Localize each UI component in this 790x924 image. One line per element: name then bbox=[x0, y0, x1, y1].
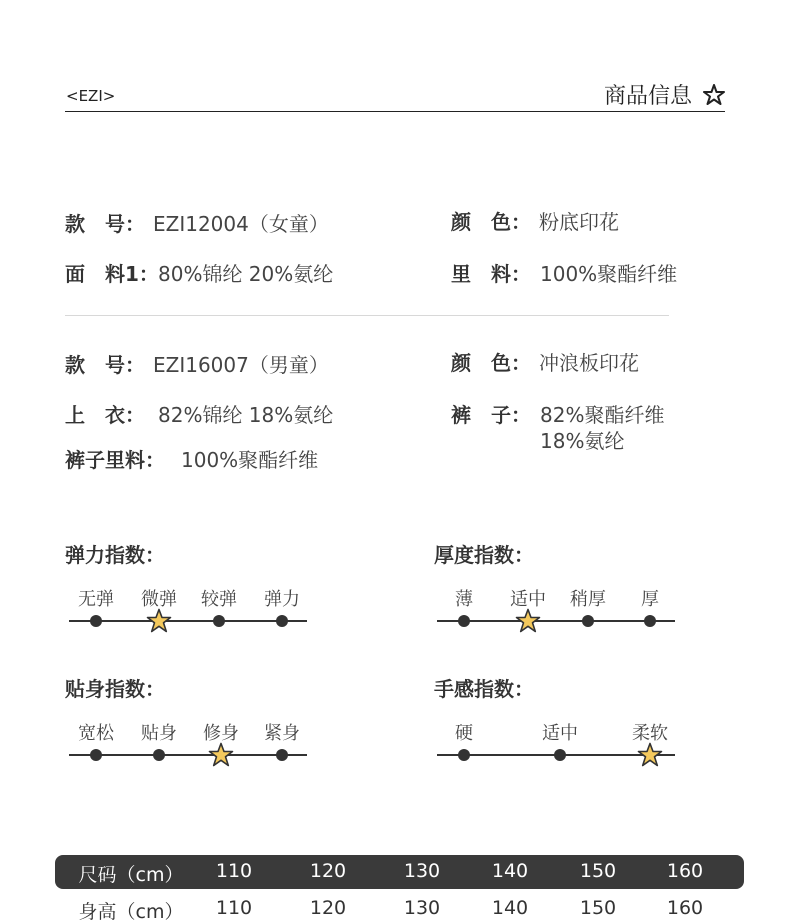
height-cell: 130 bbox=[403, 897, 441, 919]
scale-label: 稍厚 bbox=[570, 589, 606, 610]
color-value-a: 粉底印花 bbox=[539, 210, 619, 234]
top-label-b: 上 衣： bbox=[65, 403, 145, 427]
pants-lining-label-b: 裤子里料： bbox=[65, 448, 165, 472]
scale-label: 紧身 bbox=[264, 723, 300, 744]
scale-dot bbox=[153, 749, 165, 761]
scale-label: 柔软 bbox=[632, 723, 668, 744]
size-header-label: 尺码（cm） bbox=[78, 864, 184, 886]
scale-label: 弹力 bbox=[264, 589, 300, 610]
fit-title: 贴身指数： bbox=[65, 677, 165, 701]
elasticity-title: 弹力指数： bbox=[65, 543, 165, 567]
style-label-a: 款 号： bbox=[65, 212, 145, 236]
scale-label: 微弹 bbox=[141, 589, 177, 610]
height-row-label: 身高（cm） bbox=[78, 901, 184, 923]
height-cell: 140 bbox=[491, 897, 529, 919]
height-cell: 160 bbox=[666, 897, 704, 919]
page-title: 商品信息 bbox=[604, 84, 693, 109]
feel-title: 手感指数： bbox=[434, 677, 534, 701]
scale-label: 贴身 bbox=[141, 723, 177, 744]
star-outline-icon bbox=[703, 84, 725, 106]
color-label-a: 颜 色： bbox=[451, 210, 531, 234]
selected-star-icon bbox=[637, 742, 663, 768]
scale-dot bbox=[582, 615, 594, 627]
top-value-b: 82%锦纶 18%氨纶 bbox=[158, 403, 334, 427]
scale-dot bbox=[554, 749, 566, 761]
pants-value-b-1: 82%聚酯纤维 bbox=[540, 403, 665, 427]
scale-dot bbox=[458, 615, 470, 627]
fabric-label-a: 面 料1： bbox=[65, 262, 159, 286]
color-label-b: 颜 色： bbox=[451, 351, 531, 375]
pants-value-b-2: 18%氨纶 bbox=[540, 429, 625, 453]
section-divider bbox=[65, 315, 669, 316]
size-cell: 130 bbox=[403, 860, 441, 882]
scale-label: 适中 bbox=[542, 723, 578, 744]
size-cell: 160 bbox=[666, 860, 704, 882]
scale-dot bbox=[276, 615, 288, 627]
lining-label-a: 里 料： bbox=[451, 262, 531, 286]
scale-dot bbox=[213, 615, 225, 627]
scale-dot bbox=[458, 749, 470, 761]
selected-star-icon bbox=[515, 608, 541, 634]
scale-label: 厚 bbox=[641, 589, 659, 610]
scale-line bbox=[437, 620, 675, 622]
brand-logo: <EZI> bbox=[66, 87, 116, 105]
scale-dot bbox=[644, 615, 656, 627]
scale-line bbox=[69, 620, 307, 622]
size-cell: 120 bbox=[309, 860, 347, 882]
selected-star-icon bbox=[146, 608, 172, 634]
pants-label-b: 裤 子： bbox=[451, 403, 531, 427]
scale-label: 无弹 bbox=[78, 589, 114, 610]
style-value-b: EZI16007（男童） bbox=[153, 353, 329, 377]
scale-dot bbox=[276, 749, 288, 761]
scale-label: 修身 bbox=[203, 723, 239, 744]
height-cell: 150 bbox=[579, 897, 617, 919]
scale-label: 宽松 bbox=[78, 723, 114, 744]
scale-label: 较弹 bbox=[201, 589, 237, 610]
scale-line bbox=[69, 754, 307, 756]
fabric-value-a: 80%锦纶 20%氨纶 bbox=[158, 262, 334, 286]
color-value-b: 冲浪板印花 bbox=[539, 351, 639, 375]
height-cell: 110 bbox=[215, 897, 253, 919]
scale-dot bbox=[90, 615, 102, 627]
scale-label: 薄 bbox=[455, 589, 473, 610]
lining-value-a: 100%聚酯纤维 bbox=[540, 262, 678, 286]
height-cell: 120 bbox=[309, 897, 347, 919]
thickness-title: 厚度指数： bbox=[434, 543, 534, 567]
style-label-b: 款 号： bbox=[65, 353, 145, 377]
size-cell: 140 bbox=[491, 860, 529, 882]
size-cell: 110 bbox=[215, 860, 253, 882]
scale-dot bbox=[90, 749, 102, 761]
scale-label: 硬 bbox=[455, 723, 473, 744]
size-cell: 150 bbox=[579, 860, 617, 882]
selected-star-icon bbox=[208, 742, 234, 768]
header-divider bbox=[65, 111, 725, 112]
scale-label: 适中 bbox=[510, 589, 546, 610]
style-value-a: EZI12004（女童） bbox=[153, 212, 329, 236]
pants-lining-value-b: 100%聚酯纤维 bbox=[181, 448, 319, 472]
